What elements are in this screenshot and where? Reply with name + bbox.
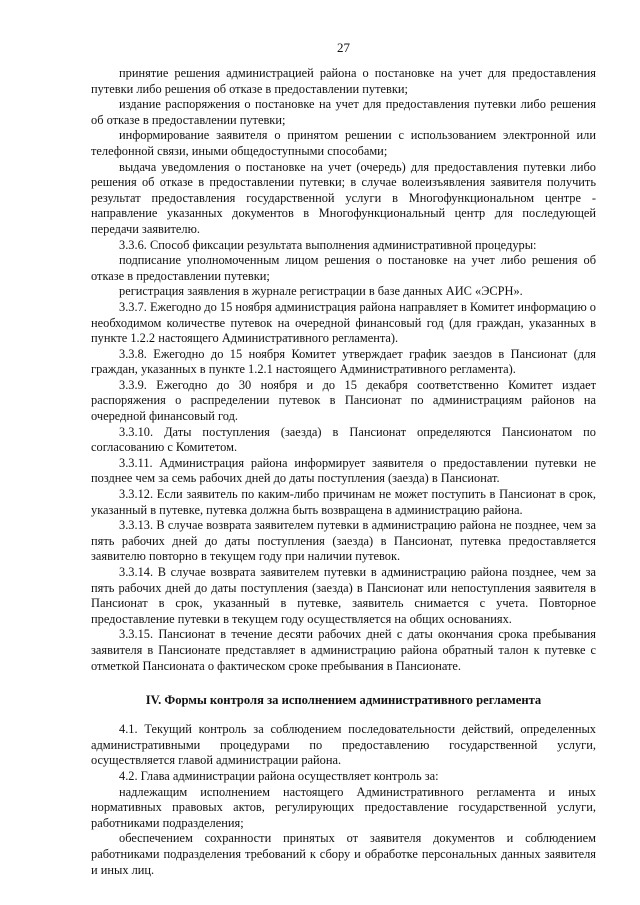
body-after [91,722,596,878]
paragraph: подписание уполномоченным лицом решения о постановке на учет либо решения об отказе в предоставлении путевки; [91,253,596,283]
body-before [91,66,596,674]
paragraph: 3.3.8. Ежегодно до 15 ноября Комитет утверждает график заездов в Пансионат (для граждан, указанных в пункте 1.2.1 настоящего Административного регламента). [91,346,596,377]
paragraph: выдача уведомления о постановке на учет (очередь) для предоставления путевки либо решения об отказе в предоставлении путевки; в случае волеизъявления заявителя получить результат предоставления государственной услуги в Многофункциональном центре - направление указанных документов в Многофункциональный центр для последующей передачи заявителю. [91,159,596,236]
paragraph: 3.3.14. В случае возврата заявителем путевки в администрацию района позднее, чем за пять рабочих дней до даты поступления (заезда) в Пансионат или непоступления заявителя в Пансионат в срок, указанный в путевке, заявитель снимается с учета. Повторное предоставление путевки в текущем году осуществляется на общих основаниях. [91,565,596,626]
paragraph: 3.3.10. Даты поступления (заезда) в Пансионат определяются Пансионатом по согласованию с Комитетом. [91,424,596,455]
paragraph: 3.3.6. Способ фиксации результата выполнения административной процедуры: [119,237,537,252]
paragraph: 3.3.12. Если заявитель по каким-либо причинам не может поступить в Пансионат в срок, указанный в путевке, путевка должна быть возвращена в администрацию района. [91,487,596,517]
paragraph: информирование заявителя о принятом решении с использованием электронной или телефонной связи, иными общедоступными способами; [91,128,596,158]
paragraph: 4.1. Текущий контроль за соблюдением последовательности действий, определенных административными процедурами по предоставлению государственной услуги, осуществляется главой администрации района. [91,722,596,768]
paragraph: принятие решения администрацией района о постановке на учет для предоставления путевки либо решения об отказе в предоставлении путевки; [91,66,596,96]
document-page [91,40,596,878]
paragraph: 3.3.15. Пансионат в течение десяти рабочих дней с даты окончания срока пребывания заявителя в Пансионате представляет в администрацию района обратный талон к путевке с отметкой Пансионата о фактическом сроке пребывания в Пансионате. [91,627,596,673]
paragraph: 3.3.11. Администрация района информирует заявителя о предоставлении путевки не позднее чем за семь рабочих дней до даты поступления (заезда) в Пансионат. [91,455,596,486]
paragraph: надлежащим исполнением настоящего Административного регламента и иных нормативных правовых актов, регулирующих предоставление государственной услуги, работниками подразделения; [91,784,596,830]
paragraph: 4.2. Глава администрации района осуществляет контроль за: [119,768,439,783]
paragraph: 3.3.9. Ежегодно до 30 ноября и до 15 декабря соответственно Комитет издает распоряжения о распределении путевок в Пансионат по администрациям районов на очередной финансовый год. [91,377,596,424]
section-title: IV. Формы контроля за исполнением административного регламента [145,693,542,708]
paragraph: 3.3.13. В случае возврата заявителем путевки в администрацию района не позднее, чем за пять рабочих дней до даты поступления (заезда) в Пансионат, путевка предоставляется заявителю повторно в текущем году при наличии путевок. [91,518,596,564]
paragraph: обеспечением сохранности принятых от заявителя документов и соблюдением работниками подразделения требований к сбору и обработке персональных данных заявителя и иных лиц. [91,831,596,877]
paragraph: регистрация заявления в журнале регистрации в базе данных АИС «ЭСРН». [119,284,523,299]
paragraph: издание распоряжения о постановке на учет для предоставления путевки либо решения об отказе в предоставлении путевки; [91,97,596,127]
page-number: 27 [337,40,350,55]
paragraph: 3.3.7. Ежегодно до 15 ноября администрация района направляет в Комитет информацию о необходимом количестве путевок на очередной финансовый год (для граждан, указанных в пункте 1.2.2 настоящего Административного регламента). [91,299,596,346]
